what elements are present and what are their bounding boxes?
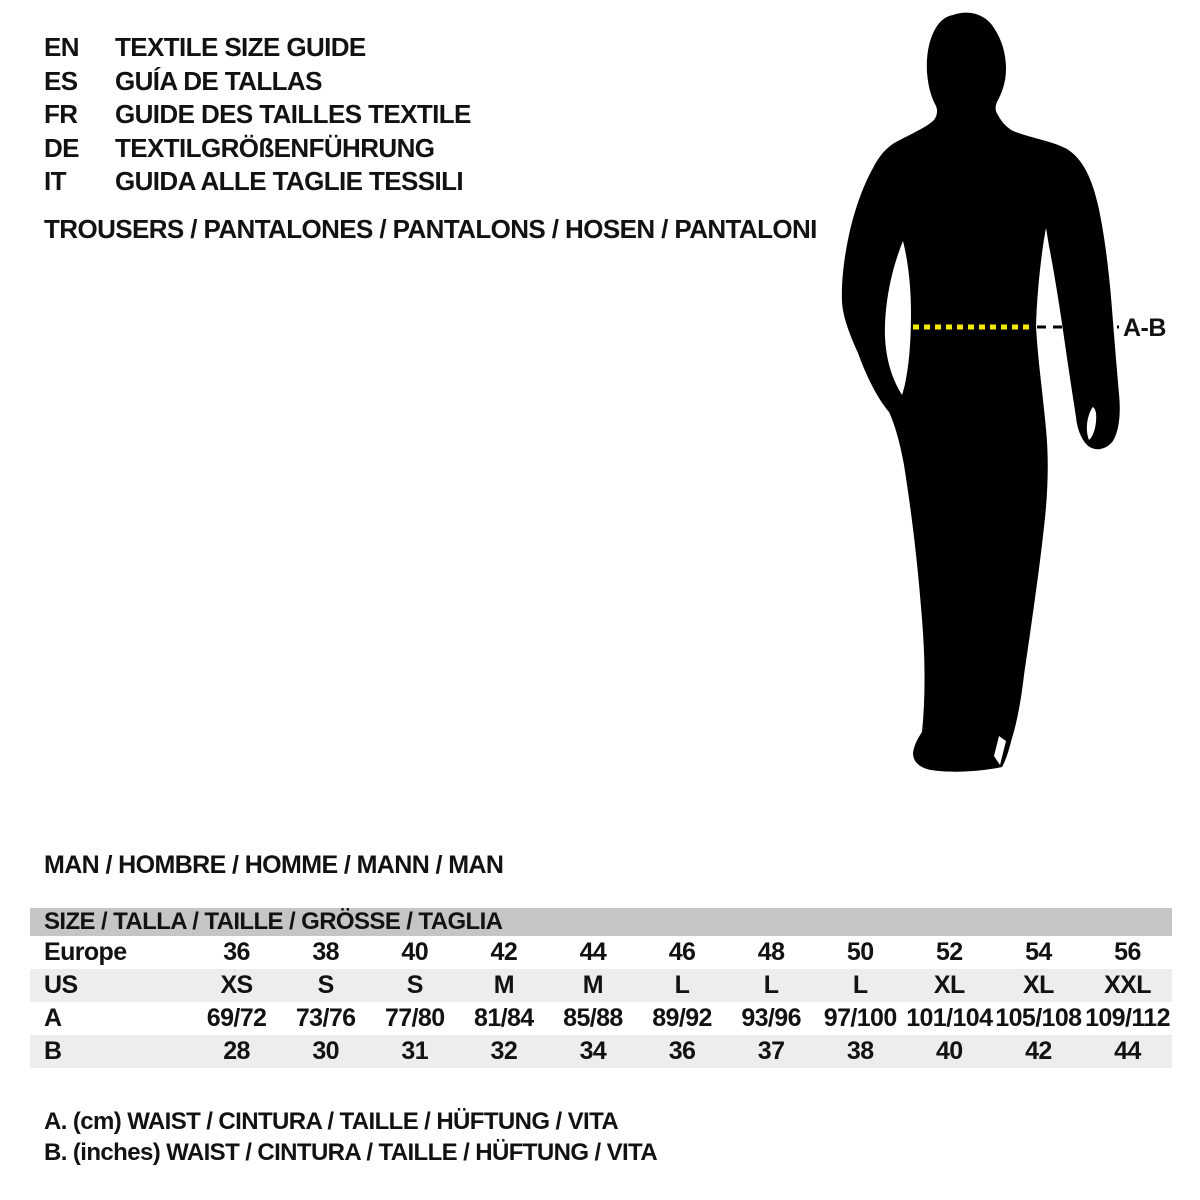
row-label: Europe	[44, 938, 127, 966]
language-code: FR	[44, 99, 78, 129]
footnote-a: A. (cm) WAIST / CINTURA / TAILLE / HÜFTUNG / VITA	[44, 1108, 619, 1135]
size-cell: XL	[933, 971, 965, 999]
size-cell: 50	[846, 938, 874, 966]
table-row-europe	[30, 936, 1172, 969]
size-cell: 36	[668, 1037, 696, 1065]
language-row-es	[44, 65, 471, 99]
language-title: TEXTILE SIZE GUIDE	[115, 32, 366, 62]
silhouette-body	[842, 13, 1120, 772]
size-cell: M	[582, 971, 604, 999]
size-cell: S	[317, 971, 334, 999]
size-cell: 52	[935, 938, 963, 966]
size-cell: 28	[223, 1037, 250, 1065]
size-cell: 32	[490, 1037, 518, 1065]
size-cell: M	[493, 971, 514, 999]
language-code: EN	[44, 32, 79, 62]
size-cell: 97/100	[823, 1004, 897, 1032]
language-title: GUIDE DES TAILLES TEXTILE	[115, 99, 471, 129]
size-table-header: SIZE / TALLA / TAILLE / GRÖSSE / TAGLIA	[30, 908, 1172, 936]
size-cell: 38	[846, 1037, 874, 1065]
language-row-fr	[44, 98, 471, 132]
man-silhouette	[820, 0, 1200, 800]
size-cell: 40	[935, 1037, 963, 1065]
size-cell: 69/72	[206, 1004, 267, 1032]
size-cell: 109/112	[1085, 1004, 1170, 1032]
table-row-a-cm	[30, 1002, 1172, 1035]
table-row-us	[30, 969, 1172, 1002]
size-cell: 36	[223, 938, 250, 966]
size-cell: 73/76	[295, 1004, 356, 1032]
size-cell: 85/88	[563, 1004, 623, 1032]
row-label: B	[44, 1037, 62, 1065]
size-cell: 81/84	[474, 1004, 534, 1032]
table-row-b-inches	[30, 1035, 1172, 1068]
size-table	[30, 908, 1172, 1068]
size-cell: 44	[1114, 1037, 1141, 1065]
size-cell: 54	[1025, 938, 1052, 966]
language-row-de	[44, 132, 471, 166]
row-label: US	[44, 971, 78, 999]
language-title: TEXTILGRÖßENFÜHRUNG	[115, 132, 435, 163]
waist-measure-label: A-B	[1123, 314, 1166, 342]
size-cell: L	[852, 971, 868, 999]
language-list	[44, 31, 471, 199]
size-cell: 30	[312, 1037, 339, 1065]
size-cell: 101/104	[906, 1004, 993, 1032]
size-cell: 42	[1025, 1037, 1052, 1065]
size-cell: 42	[490, 938, 518, 966]
size-cell: 37	[757, 1037, 785, 1065]
language-code: ES	[44, 65, 78, 96]
language-title: GUIDA ALLE TAGLIE TESSILI	[115, 166, 464, 196]
size-cell: XL	[1023, 971, 1054, 999]
size-cell: 31	[401, 1037, 429, 1065]
size-cell: 105/108	[995, 1004, 1082, 1032]
footnote-b: B. (inches) WAIST / CINTURA / TAILLE / HÜFTUNG / VITA	[44, 1139, 658, 1166]
garment-type-heading: TROUSERS / PANTALONES / PANTALONS / HOSEN / PANTALONI	[44, 214, 817, 244]
size-cell: XS	[220, 971, 253, 999]
language-code: DE	[44, 132, 79, 163]
size-cell: 38	[312, 938, 339, 966]
size-cell: 34	[579, 1037, 607, 1065]
row-label: A	[44, 1004, 62, 1032]
size-cell: 48	[757, 938, 785, 966]
size-cell: L	[674, 971, 690, 999]
language-row-it	[44, 165, 471, 199]
language-title: GUÍA DE TALLAS	[115, 65, 322, 96]
language-code: IT	[44, 166, 66, 196]
size-cell: 77/80	[384, 1004, 445, 1032]
language-row-en	[44, 31, 471, 65]
size-cell: 46	[668, 938, 696, 966]
size-cell: 44	[579, 938, 607, 966]
size-cell: XXL	[1104, 971, 1151, 999]
size-cell: L	[763, 971, 779, 999]
size-cell: S	[406, 971, 423, 999]
size-cell: 89/92	[652, 1004, 712, 1032]
gender-heading: MAN / HOMBRE / HOMME / MANN / MAN	[44, 851, 504, 879]
size-cell: 93/96	[741, 1004, 801, 1032]
size-cell: 40	[401, 938, 429, 966]
size-cell: 56	[1114, 938, 1141, 966]
